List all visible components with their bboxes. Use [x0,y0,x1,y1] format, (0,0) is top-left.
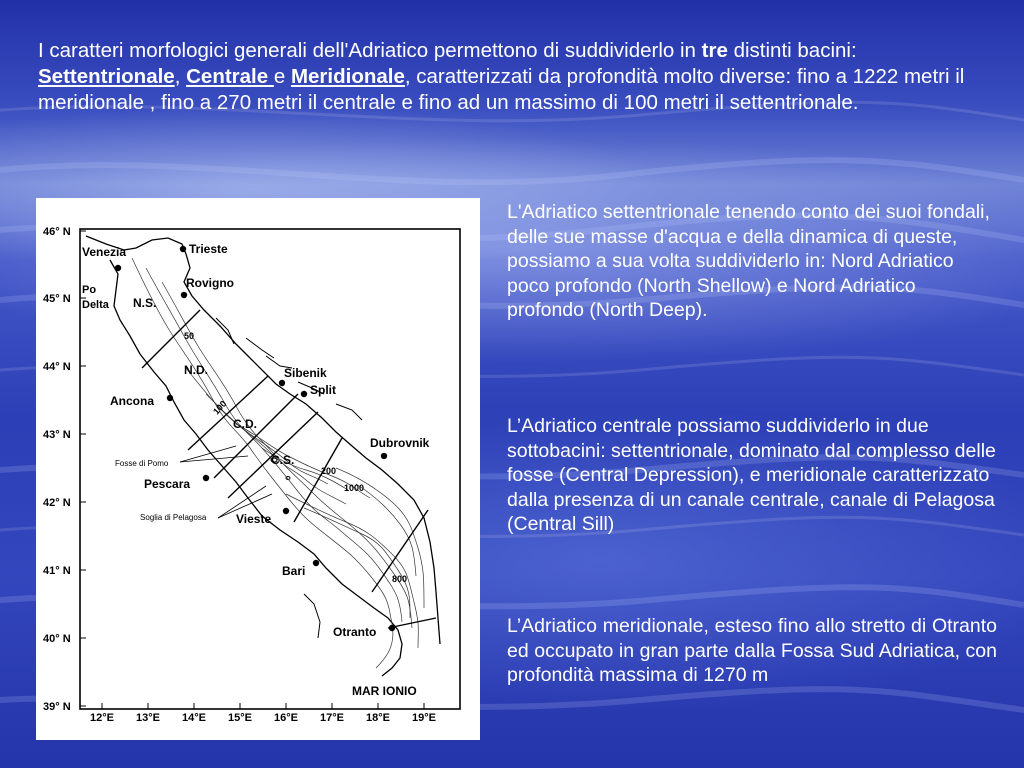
label-dubrovnik: Dubrovnik [370,436,430,450]
vieste-dot [283,508,289,514]
adriatic-map [36,198,480,740]
label-otranto: Otranto [333,625,377,639]
split-dot [301,391,307,397]
venezia-dot [115,265,121,271]
label-soglia-pelagosa: Soglia di Pelagosa [140,513,207,522]
intro-comma: , [174,65,187,88]
rovigno-dot [181,292,187,298]
label-mar-ionio: MAR IONIO [352,684,417,698]
lon-label-19: 19°E [412,712,436,724]
label-vieste: Vieste [236,512,272,526]
lon-label-16: 16°E [274,712,298,724]
depth-label-100: 100 [211,398,229,417]
intro-part2: distinti bacini: [727,39,857,62]
lon-label-18: 18°E [366,712,390,724]
lat-label-39: 39° N [43,701,71,713]
label-delta: Delta [82,299,109,311]
intro-part3: , caratterizzati da profondità molto diverse: fino a 1222 metri il meridionale , fino a 270 metri il centrale e fino ad un massimo di 100 metri il settentrionale. [38,65,965,114]
label-venezia: Venezia [82,245,127,259]
label-sibenik: Sibenik [284,366,327,380]
label-po: Po [82,284,97,296]
pescara-dot [203,475,209,481]
lon-label-14: 14°E [182,712,206,724]
paragraph-north: L'Adriatico settentrionale tenendo conto dei suoi fondali, delle sue masse d'acqua e della dinamica di queste, possiamo a sua volta suddividerlo in: Nord Adriatico poco profondo (North Shellow) e Nord Adriatico profondo (North Deep). [507,201,990,321]
depth-label-1000: 1000 [344,483,365,493]
depth-label-50: 50 [184,331,195,341]
depth-label-200: 200 [321,466,337,476]
label-cd: C.D. [233,417,257,431]
lat-label-44: 44° N [43,361,71,373]
otranto-dot [389,625,395,631]
lon-label-13: 13°E [136,712,160,724]
label-ns: N.S. [133,296,157,310]
intro-e: e [273,65,291,88]
lon-label-15: 15°E [228,712,252,724]
label-fosse-pomo: Fosse di Pomo [115,459,169,468]
sibenik-dot [279,380,285,386]
depth-label-800: 800 [392,574,408,584]
label-rovigno: Rovigno [186,276,234,290]
ancona-dot [167,395,173,401]
lat-label-45: 45° N [43,293,71,305]
label-bari: Bari [282,564,306,578]
lon-label-12: 12°E [90,712,114,724]
lat-label-43: 43° N [43,429,71,441]
label-nd: N.D. [184,363,208,377]
lat-label-46: 46° N [43,226,71,238]
intro-part1: I caratteri morfologici generali dell'Adriatico permettono di suddividerlo in [38,39,702,62]
paragraph-south: L’Adriatico meridionale, esteso fino allo stretto di Otranto ed occupato in gran parte dalla Fossa Sud Adriatica, con profondità massima di 1270 m [507,615,997,686]
trieste-dot [180,246,186,252]
lat-label-40: 40° N [43,633,71,645]
label-ancona: Ancona [110,394,155,408]
label-cs: C.S. [271,453,295,467]
dubrovnik-dot [381,453,387,459]
lat-label-42: 42° N [43,497,71,509]
intro-centrale: Centrale [186,65,274,88]
intro-settentrionale: Settentrionale [38,65,175,88]
paragraph-central: L’Adriatico centrale possiamo suddividerlo in due sottobacini: settentrionale, dominato dal complesso delle fosse (Central Depression), e meridionale caratterizzato dalla presenza di un canale centrale, canale di Pelagosa (Central Sill) [507,415,996,535]
lon-label-17: 17°E [320,712,344,724]
lat-label-41: 41° N [43,565,71,577]
bari-dot [313,560,319,566]
label-trieste: Trieste [189,242,228,256]
intro-tre: tre [701,39,728,62]
intro-text [38,38,988,116]
label-pescara: Pescara [144,477,191,491]
label-split: Split [310,383,336,397]
intro-meridionale: Meridionale [290,65,405,88]
